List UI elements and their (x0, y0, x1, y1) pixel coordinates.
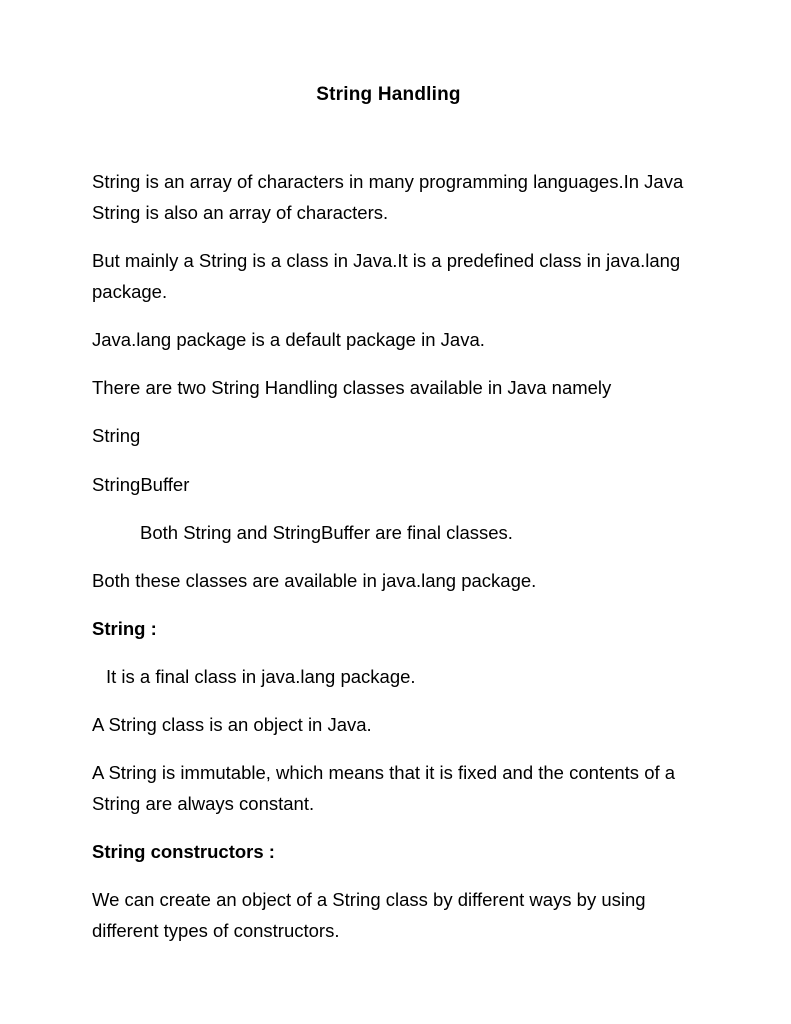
page-title: String Handling (316, 84, 461, 105)
paragraph-11: A String class is an object in Java. (92, 713, 372, 735)
paragraph-4: There are two String Handling classes available in Java namely (92, 377, 612, 399)
paragraph-5-string: String (92, 425, 141, 447)
paragraph-7: Both String and StringBuffer are final classes. (140, 521, 513, 543)
paragraph-10: It is a final class in java.lang package. (106, 665, 416, 687)
paragraph-1: String is an array of characters in many programming languages.In Java String is also an array of characters. (92, 171, 684, 224)
document-body (92, 166, 699, 946)
paragraph-2: But mainly a String is a class in Java.It is a predefined class in java.lang package. (92, 250, 681, 303)
paragraph-12: A String is immutable, which means that it is fixed and the contents of a String are always constant. (92, 762, 676, 815)
paragraph-14: We can create an object of a String class by different ways by using different types of constructors. (92, 889, 646, 942)
heading-string: String : (92, 617, 157, 639)
paragraph-6-stringbuffer: StringBuffer (92, 473, 190, 495)
heading-string-constructors: String constructors : (92, 841, 275, 863)
paragraph-8: Both these classes are available in java.lang package. (92, 569, 537, 591)
paragraph-3: Java.lang package is a default package in Java. (92, 329, 485, 351)
